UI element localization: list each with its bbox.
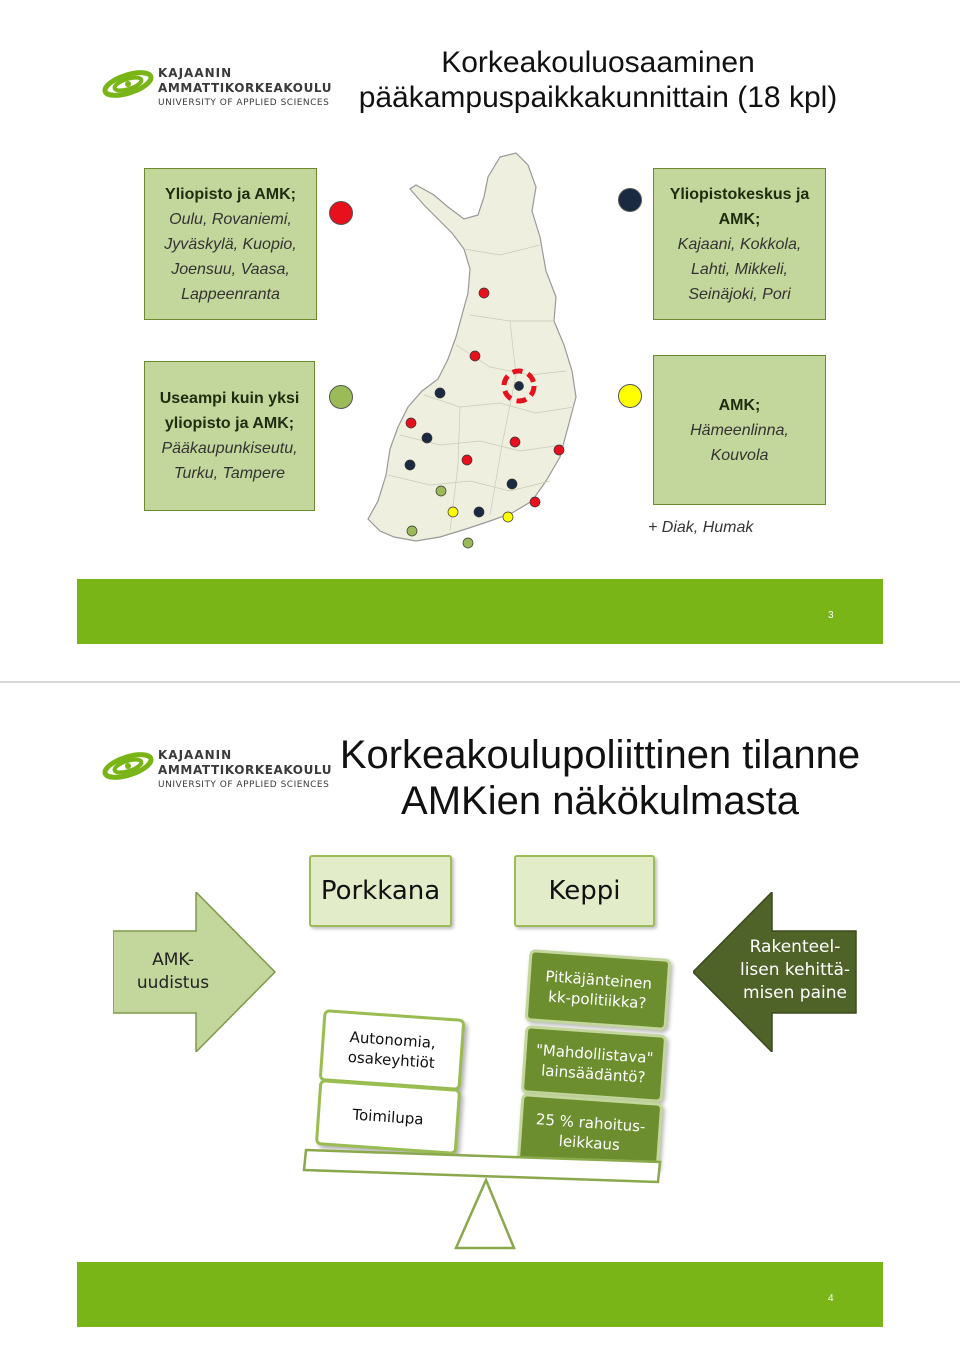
legend-box-multiple-universities: [144, 361, 315, 511]
campus-dot-kouvola: [503, 512, 513, 522]
page-number: 3: [828, 610, 834, 621]
legend-bold: Useampi kuin yksi yliopisto ja AMK;: [159, 390, 300, 432]
kamk-logo-icon: [102, 62, 154, 106]
legend-cities: Oulu, Rovaniemi, Jyväskylä, Kuopio, Joensuu, Vaasa, Lappeenranta: [164, 210, 297, 303]
finland-outline: [368, 153, 576, 541]
page-number: 4: [828, 1293, 834, 1304]
seesaw-fulcrum: [456, 1180, 514, 1248]
stick-card-long-term-policy: Pitkäjänteinen kk-politiikka?: [525, 949, 672, 1031]
campus-dot-jyvaskyla: [462, 455, 472, 465]
carrot-card-license: Toimilupa: [315, 1079, 461, 1155]
title-line-2: AMKien näkökulmasta: [401, 779, 799, 823]
legend-box-amk-only: [653, 355, 826, 505]
title-line-2: pääkampuspaikkakunnittain (18 kpl): [358, 80, 838, 114]
campus-dot-kuopio: [510, 437, 520, 447]
logo-line-2: AMMATTIKORKEAKOULU: [158, 763, 333, 777]
campus-dot-vaasa: [406, 418, 416, 428]
legend-bold: Yliopisto ja AMK;: [165, 185, 296, 203]
campus-dot-tampere: [436, 486, 446, 496]
stick-card-funding-cut: 25 % rahoitus- leikkaus: [517, 1093, 664, 1173]
campus-dot-seinajoki: [422, 433, 432, 443]
campus-dot-kajaani: [515, 382, 524, 391]
campus-dot-lappeenranta: [530, 497, 540, 507]
legend-box-university-amk: [144, 168, 317, 320]
campus-dot-hameenlinna: [448, 507, 458, 517]
slide-4: [0, 684, 960, 1367]
header-stick: Keppi: [514, 855, 655, 927]
campus-dot-turku: [407, 526, 417, 536]
logo-line-1: KAJAANIN: [158, 748, 233, 762]
title-line-1: Korkeakouluosaaminen: [441, 46, 755, 79]
slide-title: [278, 46, 918, 115]
campus-dot-pori: [405, 460, 415, 470]
campus-dot-oulu: [470, 351, 480, 361]
legend-box-university-centre: [653, 168, 826, 320]
logo-line-3: UNIVERSITY OF APPLIED SCIENCES: [158, 780, 330, 790]
kamk-logo-icon: [102, 744, 154, 788]
legend-dot-navy: [618, 188, 642, 212]
seesaw-plank: [304, 1150, 660, 1182]
additional-note: + Diak, Humak: [648, 519, 754, 536]
legend-cities: Pääkaupunkiseutu, Turku, Tampere: [161, 440, 298, 482]
campus-dot-helsinki: [463, 538, 473, 548]
arrow-right-text: Rakenteel- lisen kehittä- misen paine: [739, 937, 851, 1003]
campus-dot-rovaniemi: [479, 288, 489, 298]
slide-footer-bar: [77, 1262, 883, 1327]
campus-dot-kokkola: [435, 388, 445, 398]
stick-card-legislation: "Mahdollistava" lainsäädäntö?: [521, 1025, 667, 1103]
slide-3: [0, 0, 960, 680]
slide-title: [280, 732, 920, 824]
header-carrot: Porkkana: [309, 855, 452, 927]
campus-dot-mikkeli: [507, 479, 517, 489]
arrow-left-text: AMK- uudistus: [136, 950, 210, 993]
seesaw: [300, 1144, 668, 1264]
legend-dot-yellow: [618, 384, 642, 408]
campus-dot-lahti: [474, 507, 484, 517]
logo-line-1: KAJAANIN: [158, 66, 233, 80]
legend-cities: Hämeenlinna, Kouvola: [690, 421, 789, 464]
arrow-amk-uudistus-label: [118, 949, 228, 995]
title-line-1: Korkeakoulupoliittinen tilanne: [339, 733, 861, 777]
logo-line-3: UNIVERSITY OF APPLIED SCIENCES: [158, 98, 330, 108]
slide-footer-bar: [77, 579, 883, 644]
legend-bold: Yliopistokeskus ja AMK;: [669, 185, 810, 228]
legend-cities: Kajaani, Kokkola, Lahti, Mikkeli, Seinäjoki, Pori: [677, 235, 802, 303]
arrow-pressure-label: [733, 936, 857, 1005]
finland-map: [340, 145, 620, 565]
slide-separator: [0, 681, 960, 683]
logo-line-2: AMMATTIKORKEAKOULU: [158, 81, 333, 95]
carrot-card-autonomy: Autonomia, osakeyhtiöt: [319, 1009, 466, 1091]
campus-dot-joensuu: [554, 445, 564, 455]
legend-bold: AMK;: [718, 396, 761, 414]
